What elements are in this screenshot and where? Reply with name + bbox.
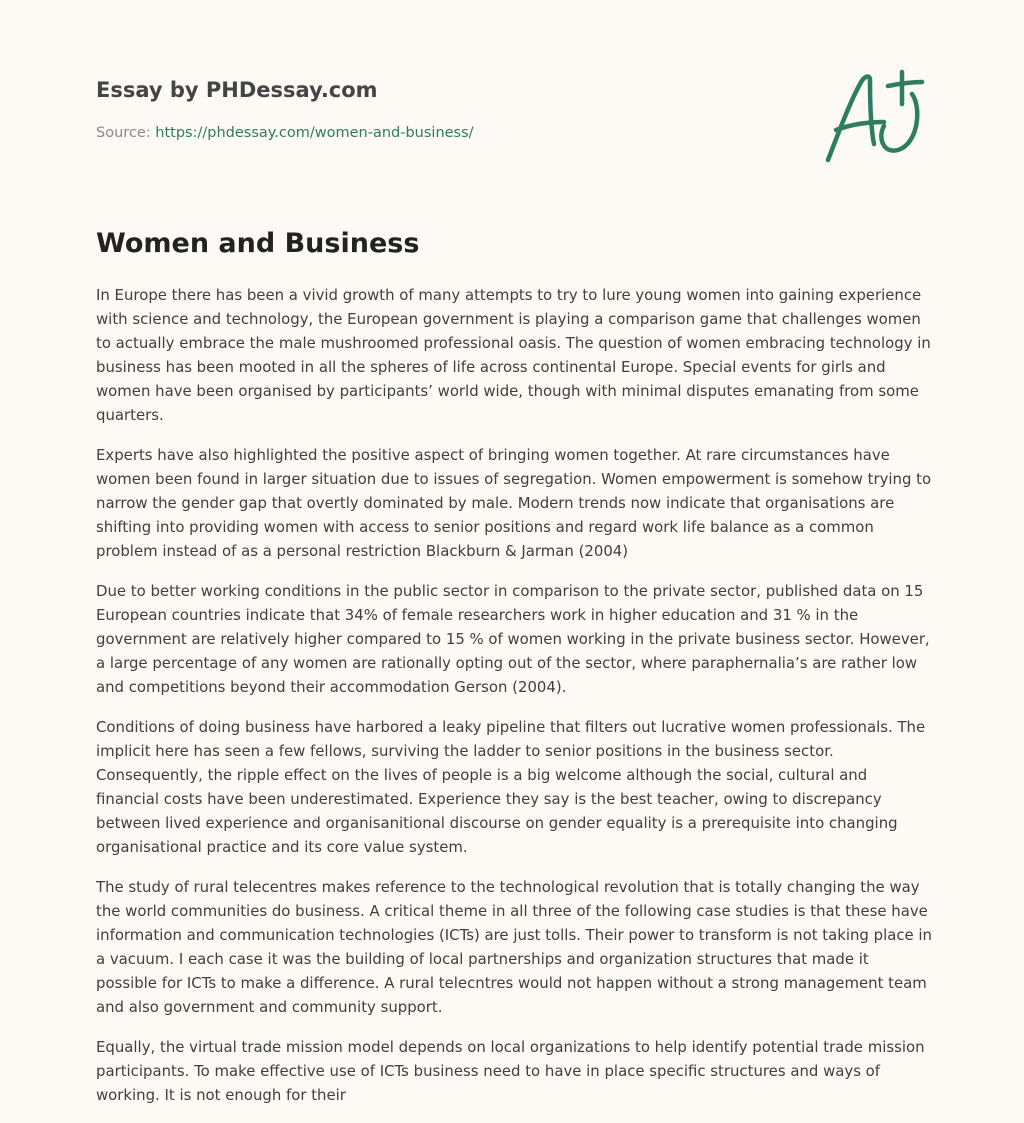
source-label: Source: <box>96 125 156 141</box>
essay-paragraph: Conditions of doing business have harbored a leaky pipeline that filters out lucrative women professionals. The implicit here has seen a few fellows, surviving the ladder to senior positions in the business sector. Consequently, the ripple effect on the lives of people is a big welcome although the social, cultural and financial costs have been underestimated. Experience they say is the best teacher, owing to discrepancy between lived experience and organisanitional discourse on gender equality is a prerequisite into changing organisational practice and its core value system. <box>96 718 926 856</box>
essay-paragraph: Equally, the virtual trade mission model depends on local organizations to help identify potential trade mission participants. To make effective use of ICTs business need to have in place specific structures and ways of working. It is not enough for their <box>96 1038 925 1104</box>
a-plus-grade-icon <box>818 64 928 168</box>
source-line <box>96 123 696 143</box>
essay-paragraph: Due to better working conditions in the public sector in comparison to the private sector, published data on 15 European countries indicate that 34% of female researchers work in higher education and 31 % in the government are relatively higher compared to 15 % of women working in the private business sector. However, a large percentage of any women are rationally opting out of the sector, where paraphernalia’s are rather low and competitions beyond their accommodation Gerson (2004). <box>96 582 930 696</box>
page-header <box>96 76 696 143</box>
essay-paragraph: Experts have also highlighted the positive aspect of bringing women together. At rare circumstances have women been found in larger situation due to issues of segregation. Women empowerment is somehow trying to narrow the gender gap that overtly dominated by male. Modern trends now indicate that organisations are shifting into providing women with access to senior positions and regard work life balance as a common problem instead of as a personal restriction Blackburn & Jarman (2004) <box>96 446 932 560</box>
essay-paragraph: In Europe there has been a vivid growth of many attempts to try to lure young women into gaining experience with science and technology, the European government is playing a comparison game that challenges women to actually embrace the male mushroomed professional oasis. The question of women embracing technology in business has been mooted in all the spheres of life across continental Europe. Special events for girls and women have been organised by participants’ world wide, though with minimal disputes emanating from some quarters. <box>96 286 931 424</box>
article-title: Women and Business <box>96 228 420 259</box>
site-title: Essay by PHDessay.com <box>96 78 378 102</box>
source-link[interactable]: https://phdessay.com/women-and-business/ <box>155 125 474 141</box>
essay-paragraph: The study of rural telecentres makes reference to the technological revolution that is totally changing the way the world communities do business. A critical theme in all three of the following case studies is that these have information and communication technologies (ICTs) are just tolls. Their power to transform is not taking place in a vacuum. I each case it was the building of local partnerships and organization structures that made it possible for ICTs to make a difference. A rural telecntres would not happen without a strong management team and also government and community support. <box>96 878 932 1016</box>
essay-article <box>96 226 932 1123</box>
